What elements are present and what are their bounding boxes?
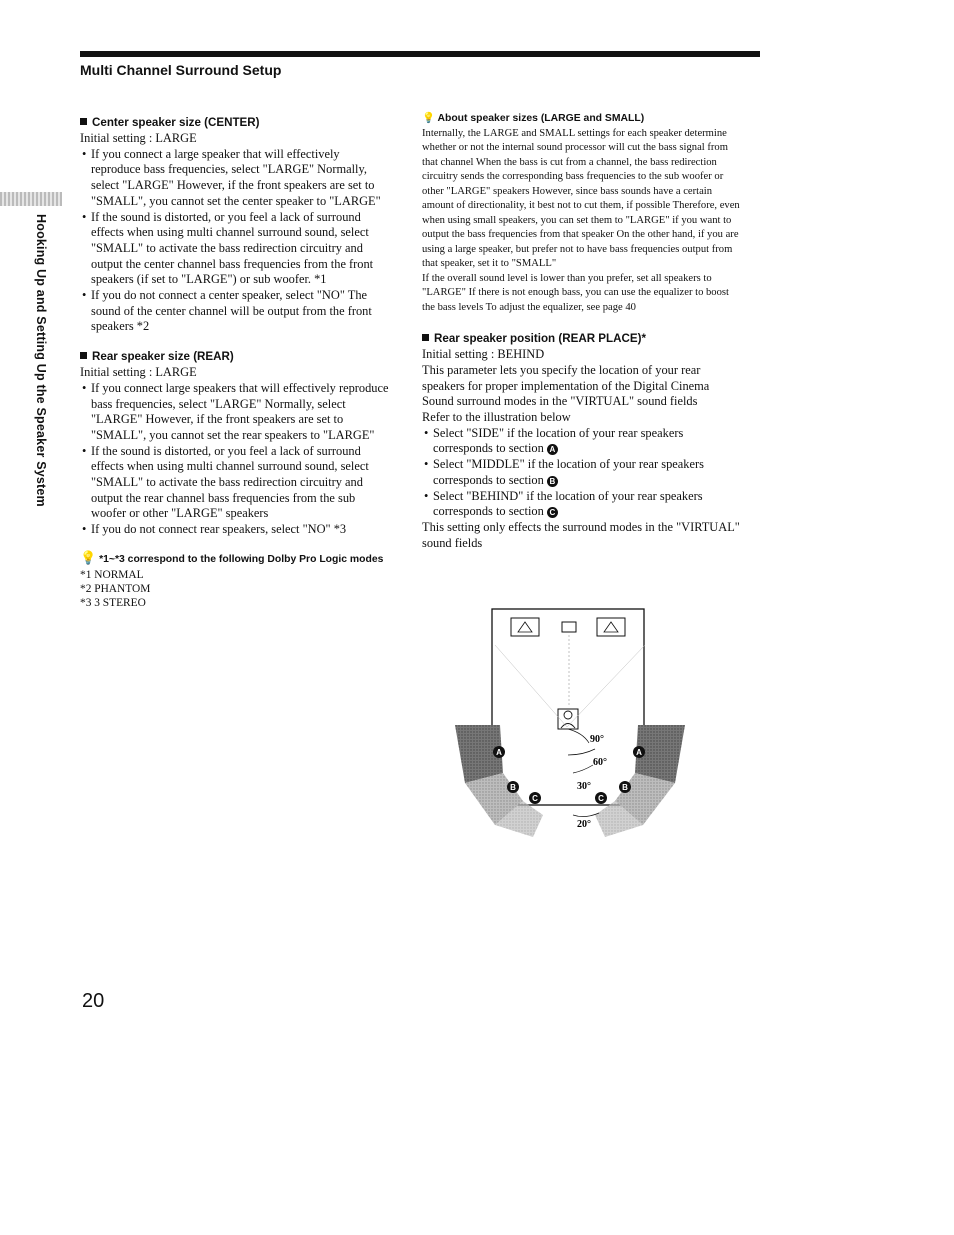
right-column [422,111,740,551]
list-item: • If you connect a large speaker that will effectively reproduce bass frequencies, select "LARGE" Normally, select "LARGE" However, if the front speakers are set to "SMALL", you cannot set the center speaker to "LARGE" [80,147,390,210]
angle-label: 90° [590,734,604,745]
dolby-note: *1 NORMAL [80,568,144,581]
list-item: • If you do not connect rear speakers, select "NO" *3 [80,522,390,538]
page-number: 20 [82,990,105,1012]
rear-size-heading: Rear speaker size (REAR) [80,349,390,365]
rear-place-heading: Rear speaker position (REAR PLACE)* [422,331,740,347]
section-marker-a-right [633,746,645,758]
rear-place-initial: Initial setting : BEHIND [422,347,545,362]
list-item: • Select "BEHIND" if the location of your rear speakers corresponds to section C [422,489,740,520]
svg-text:C: C [598,794,604,803]
square-bullet-icon [80,118,87,125]
angle-label: 20° [577,819,591,830]
section-marker-c-right [595,792,607,804]
rear-place-outro: This setting only effects the surround modes in the "VIRTUAL" sound fields [422,519,740,550]
svg-text:B: B [510,783,516,792]
section-marker-a-left [493,746,505,758]
rear-speaker-placement-diagram [455,605,685,837]
room-outline [492,609,644,805]
list-item: • Select "MIDDLE" if the location of your rear speakers corresponds to section B [422,457,740,488]
square-bullet-icon [422,334,429,341]
left-column [80,115,390,610]
svg-text:C: C [532,794,538,803]
dolby-tip-title: 💡 *1~*3 correspond to the following Dolby Pro Logic modes [80,549,384,565]
square-bullet-icon [80,352,87,359]
list-item: • If you do not connect a center speaker, select "NO" The sound of the center channel will be output from the front speakers *2 [80,288,390,335]
section-c-marker: C [547,507,558,518]
rear-initial-setting: Initial setting : LARGE [80,365,197,380]
svg-text:B: B [622,783,628,792]
speaker-size-tip-body: Internally, the LARGE and SMALL settings for each speaker determine whether or not the internal sound processor will cut the bass signal from that channel When the bass is cut from a channel, the bass redirection circuitry sends the corresponding bass frequencies to the sub woofer or other "LARGE" speakers However, since bass sounds have a certain amount of directionality, it best not to cut them, if possible Therefore, even when using small speakers, you can set them to "LARGE" if you want to output the bass frequencies from that speaker On the other hand, if you are using a large speaker, but prefer not to have bass frequencies output from that speaker, set it to "SMALL" [422,127,740,270]
front-right-speaker-icon [597,618,625,636]
lightbulb-icon: 💡 [80,549,97,565]
svg-text:A: A [636,748,642,757]
rear-place-bullets [422,426,740,520]
list-item: • If the sound is distorted, or you feel a lack of surround effects when using multi channel surround sound, select "SMALL" to activate the bass redirection circuitry and output the center channel bass frequencies from the front speakers (if set to "LARGE") or sub woofer. *1 [80,210,390,289]
section-a-marker: A [547,444,558,455]
side-tab-marker [0,192,62,206]
dolby-note: *3 3 STEREO [80,596,146,609]
speaker-size-tip-body-2: If the overall sound level is lower than you prefer, set all speakers to "LARGE" If there is not enough bass, you can use the equalizer to boost the bass levels To adjust the equalizer, see page 40 [422,272,729,313]
section-marker-b-left [507,781,519,793]
center-size-heading: Center speaker size (CENTER) [80,115,390,131]
front-left-speaker-icon [511,618,539,636]
dolby-note: *2 PHANTOM [80,582,151,595]
list-item: • Select "SIDE" if the location of your rear speakers corresponds to section A [422,426,740,457]
rear-place-refer: Refer to the illustration below [422,410,571,425]
svg-text:A: A [496,748,502,757]
speaker-size-tip-title: 💡 About speaker sizes (LARGE and SMALL) [422,113,645,124]
angle-label: 30° [577,781,591,792]
angle-label: 60° [593,757,607,768]
section-title: Multi Channel Surround Setup [80,62,282,78]
list-item: • If the sound is distorted, or you feel a lack of surround effects when using multi channel surround sound, select "SMALL" to activate the bass redirection circuitry and output the rear channel bass frequencies from the sub woofer or other "LARGE" speakers [80,444,390,523]
lightbulb-icon: 💡 [422,113,435,124]
section-marker-c-left [529,792,541,804]
center-initial-setting: Initial setting : LARGE [80,131,197,145]
header-rule [80,51,760,57]
rear-place-intro: This parameter lets you specify the location of your rear speakers for proper implementation of the Digital Cinema Sound surround modes in the "VIRTUAL" sound fields [422,362,710,409]
list-item: • If you connect large speakers that will effectively reproduce bass frequencies, select "LARGE" Normally, select "LARGE" However, if the front speakers are set to "SMALL", you cannot set the rear speakers to "LARGE" [80,381,390,444]
section-marker-b-right [619,781,631,793]
center-speaker-icon [562,622,576,632]
side-chapter-label: Hooking Up and Setting Up the Speaker System [34,214,48,507]
section-b-marker: B [547,476,558,487]
center-bullet-list [80,147,390,335]
rear-bullet-list [80,381,390,538]
